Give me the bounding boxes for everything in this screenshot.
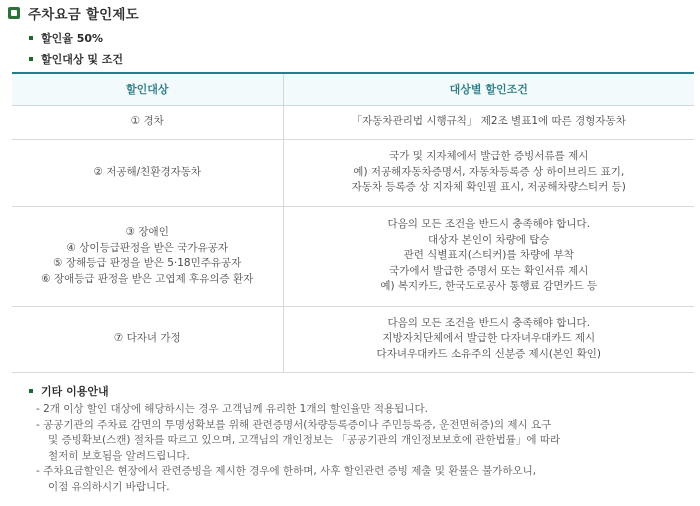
table-row xyxy=(12,105,694,139)
condition-line: 관련 식별표지(스티커)를 차량에 부착 xyxy=(403,249,574,262)
target-line: ⑥ 장애등급 판정을 받은 고엽제 후유의증 환자 xyxy=(41,272,254,285)
table-row xyxy=(12,139,694,206)
note-line: - 공공기관의 주차료 감면의 투명성확보를 위해 관련증명서(차량등록증이나 주민등록증, 운전면허증)의 제시 요구 xyxy=(36,418,552,431)
table-row xyxy=(12,306,694,372)
square-bullet-icon xyxy=(29,389,33,393)
section-title xyxy=(8,4,139,22)
header-condition: 대상별 할인조건 xyxy=(283,73,694,105)
discount-table xyxy=(12,72,694,373)
note-line: 및 증빙확보(스캔) 절차를 따르고 있으며, 고객님의 개인정보는 「공공기관의 개인정보보호에 관한법률」에 따라 xyxy=(48,434,561,447)
condition-line: 국가에서 발급한 증명서 또는 확인서류 제시 xyxy=(389,264,589,277)
target-cell xyxy=(12,139,283,206)
condition-cell xyxy=(283,139,694,206)
page-title: 주차요금 할인제도 xyxy=(28,7,139,23)
table-row xyxy=(12,206,694,306)
etc-notes xyxy=(36,402,676,496)
square-bullet-icon xyxy=(29,36,33,40)
table-header-row xyxy=(12,73,694,105)
target-line: ⑤ 장해등급 판정을 받은 5·18민주유공자 xyxy=(53,257,242,269)
target-line: ④ 상이등급판정을 받은 국가유공자 xyxy=(66,241,228,254)
header-target: 할인대상 xyxy=(12,73,283,105)
discount-rate-item xyxy=(29,30,103,46)
etc-heading-item xyxy=(29,383,109,399)
section-bullet-icon xyxy=(8,7,20,19)
target-line: ③ 장애인 xyxy=(125,226,169,238)
condition-line: 다자녀우대카드 소유주의 신분증 제시(본인 확인) xyxy=(376,347,601,360)
note-line: 이점 유의하시기 바랍니다. xyxy=(48,480,170,493)
note-line: 철저히 보호됨을 알려드립니다. xyxy=(48,449,190,462)
target-cell xyxy=(12,105,283,139)
condition-line: 「자동차관리법 시행규칙」 제2조 별표1에 따른 경형자동차 xyxy=(351,115,626,128)
condition-line: 예) 복지카드, 한국도로공사 통행료 감면카드 등 xyxy=(380,280,598,293)
condition-line: 다음의 모든 조건을 반드시 충족해야 합니다. xyxy=(387,218,591,231)
condition-line: 지방자치단체에서 발급한 다자녀우대카드 제시 xyxy=(382,332,596,345)
target-cell xyxy=(12,306,283,372)
condition-line: 국가 및 지자체에서 발급한 증빙서류를 제시 xyxy=(389,150,589,163)
note-line: - 2개 이상 할인 대상에 해당하시는 경우 고객님께 유리한 1개의 할인율만 적용됩니다. xyxy=(36,403,428,415)
conditions-heading: 할인대상 및 조건 xyxy=(41,53,124,66)
condition-line: 예) 저공해자동차증명서, 자동차등록증 상 하이브리드 표기, xyxy=(353,165,625,178)
target-line: ① 경차 xyxy=(130,115,164,128)
condition-line: 자동차 등록증 상 지자체 확인필 표시, 저공해차량스티커 등) xyxy=(351,181,626,194)
condition-cell xyxy=(283,306,694,372)
note-line: - 주차요금할인은 현장에서 관련증빙을 제시한 경우에 한하며, 사후 할인관련 증빙 제출 및 환불은 불가하오니, xyxy=(36,465,537,478)
condition-line: 대상자 본인이 차량에 탑승 xyxy=(427,233,550,246)
target-line: ⑦ 다자녀 가정 xyxy=(113,332,181,345)
condition-cell xyxy=(283,206,694,306)
conditions-heading-item xyxy=(29,51,123,67)
target-cell xyxy=(12,206,283,306)
square-bullet-icon xyxy=(29,57,33,61)
condition-cell xyxy=(283,105,694,139)
condition-line: 다음의 모든 조건을 반드시 충족해야 합니다. xyxy=(387,316,591,329)
target-line: ② 저공해/친환경자동차 xyxy=(93,165,202,178)
discount-rate-text: 할인율 50% xyxy=(41,32,104,45)
etc-heading: 기타 이용안내 xyxy=(41,385,109,398)
